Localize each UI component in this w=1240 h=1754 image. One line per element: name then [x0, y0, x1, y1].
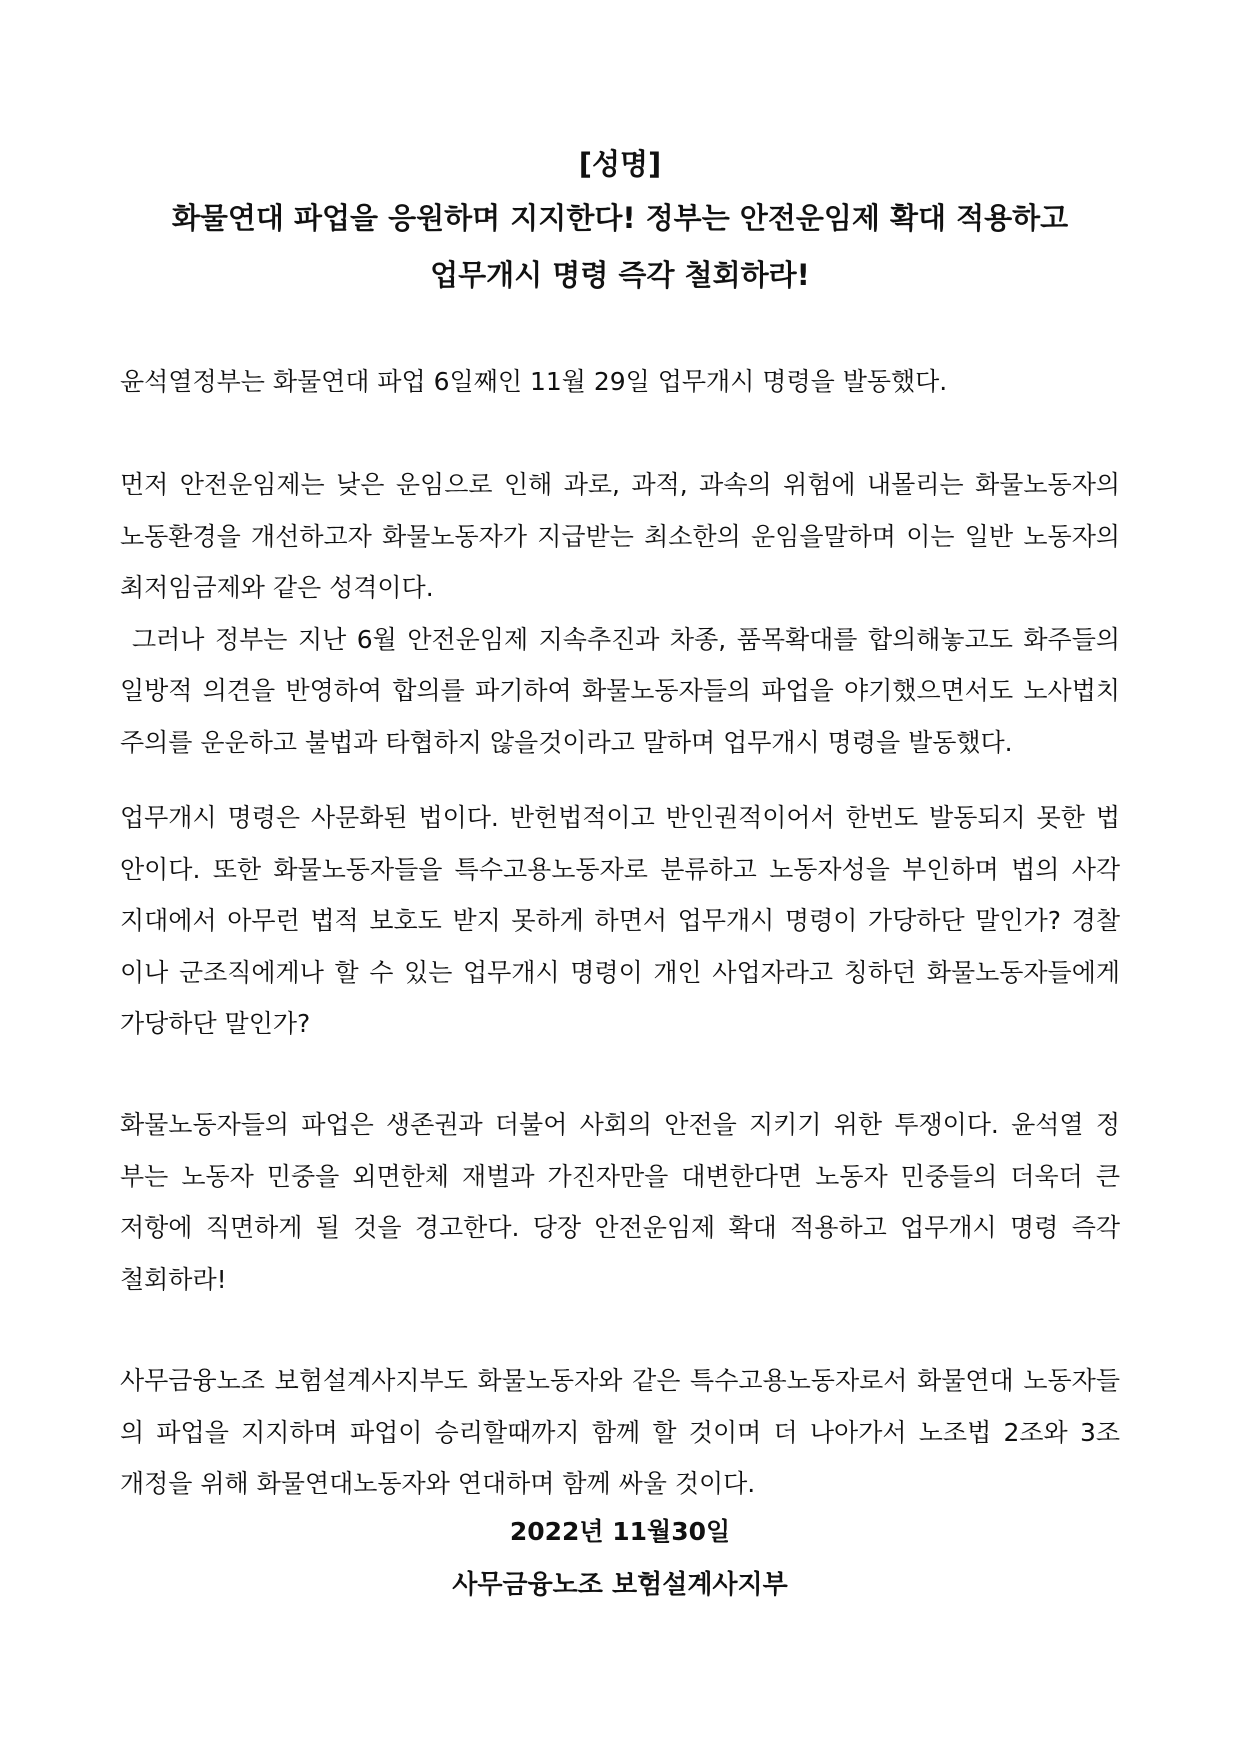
paragraph-line: 사무금융노조 보험설계사지부도 화물노동자와 같은 특수고용노동자로서 화물연대 노동자들 — [120, 1366, 1120, 1395]
paragraph-line: 이나 군조직에게나 할 수 있는 업무개시 명령이 개인 사업자라고 칭하던 화물노동자들에게 — [120, 957, 1120, 987]
paragraph-line: 윤석열정부는 화물연대 파업 6일째인 11월 29일 업무개시 명령을 발동했다. — [120, 367, 948, 396]
statement-title-line-1: 화물연대 파업을 응원하며 지지한다! 정부는 안전운임제 확대 적용하고 — [171, 201, 1069, 235]
paragraph-line: 가당하단 말인가? — [120, 1009, 311, 1038]
statement-heading: [성명] — [578, 147, 662, 181]
paragraph-line: 개정을 위해 화물연대노동자와 연대하며 함께 싸울 것이다. — [120, 1469, 756, 1498]
paragraph-line: 의 파업을 지지하며 파업이 승리할때까지 함께 할 것이며 더 나아가서 노조법 2조와 3조 — [120, 1417, 1120, 1447]
paragraph-line: 최저임금제와 같은 성격이다. — [120, 573, 434, 602]
paragraph-3 — [120, 792, 1120, 1050]
paragraph-line: 주의를 운운하고 불법과 타협하지 않을것이라고 말하며 업무개시 명령을 발동했다. — [120, 727, 1013, 757]
statement-title-line-2: 업무개시 명령 즉각 철회하라! — [430, 258, 810, 292]
paragraph-line: 그러나 정부는 지난 6월 안전운임제 지속추진과 차종, 품목확대를 합의해놓고도 화주들의 — [132, 624, 1120, 654]
paragraph-2 — [120, 459, 1120, 768]
paragraph-line: 저항에 직면하게 될 것을 경고한다. 당장 안전운임제 확대 적용하고 업무개시 명령 즉각 — [120, 1213, 1120, 1242]
paragraph-line: 지대에서 아무런 법적 보호도 받지 못하게 하면서 업무개시 명령이 가당하단 말인가? 경찰 — [120, 906, 1120, 935]
paragraph-line: 노동환경을 개선하고자 화물노동자가 지급받는 최소한의 운임을말하며 이는 일반 노동자의 — [120, 521, 1120, 551]
paragraph-line: 부는 노동자 민중을 외면한체 재벌과 가진자만을 대변한다면 노동자 민중들의 더욱더 큰 — [120, 1161, 1120, 1191]
paragraph-line: 안이다. 또한 화물노동자들을 특수고용노동자로 분류하고 노동자성을 부인하며 법의 사각 — [120, 854, 1120, 884]
paragraph-line: 먼저 안전운임제는 낮은 운임으로 인해 과로, 과적, 과속의 위험에 내몰리는 화물노동자의 — [120, 470, 1120, 499]
paragraph-5 — [120, 1355, 1120, 1510]
paragraph-line: 화물노동자들의 파업은 생존권과 더불어 사회의 안전을 지키기 위한 투쟁이다. 윤석열 정 — [120, 1110, 1120, 1139]
statement-organization: 사무금융노조 보험설계사지부 — [452, 1570, 788, 1600]
paragraph-1 — [120, 356, 1120, 408]
paragraph-line: 업무개시 명령은 사문화된 법이다. 반헌법적이고 반인권적이어서 한번도 발동되지 못한 법 — [120, 803, 1120, 832]
paragraph-4 — [120, 1099, 1120, 1305]
paragraph-line: 일방적 의견을 반영하여 합의를 파기하여 화물노동자들의 파업을 야기했으면서도 노사법치 — [120, 676, 1120, 705]
paragraph-line: 철회하라! — [120, 1264, 227, 1294]
statement-date: 2022년 11월30일 — [509, 1517, 731, 1546]
